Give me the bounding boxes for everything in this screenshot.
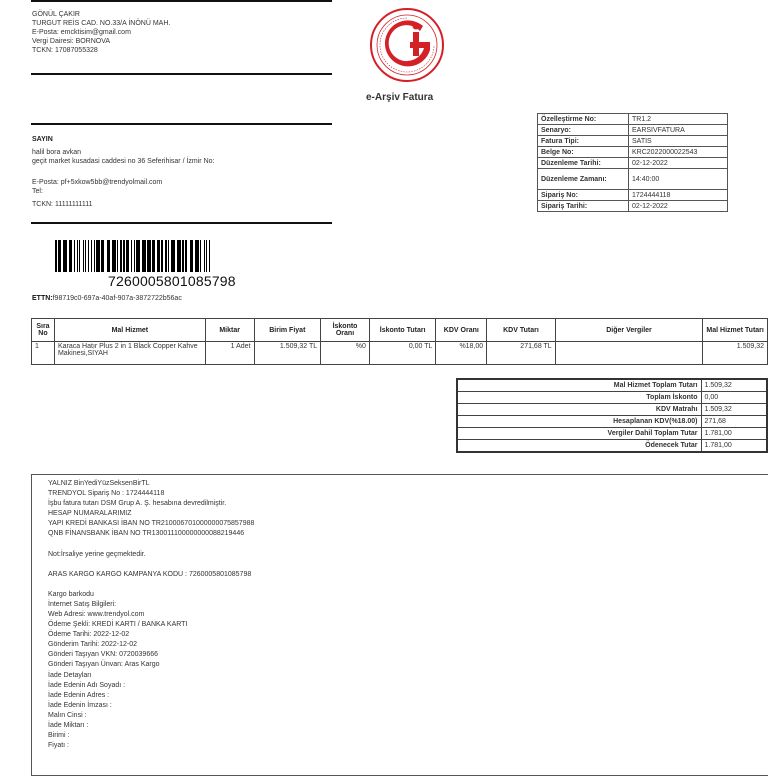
col-header: İskonto Oranı <box>321 319 370 342</box>
total-value: 1.509,32 <box>701 379 767 392</box>
barcode-bar <box>165 240 166 272</box>
note-line: İade Miktarı : <box>48 721 89 729</box>
total-key: Toplam İskonto <box>457 392 701 404</box>
meta-row <box>538 201 728 212</box>
ettn <box>32 295 182 302</box>
barcode-bar <box>157 240 159 272</box>
barcode-bar <box>77 240 78 272</box>
barcode-bar <box>152 240 156 272</box>
barcode-bar <box>69 240 73 272</box>
note-line <box>48 540 254 550</box>
meta-key: Belge No: <box>538 147 629 158</box>
notes-box <box>31 474 768 776</box>
note-line: HESAP NUMARALARIMIZ <box>48 510 132 518</box>
meta-row <box>538 190 728 201</box>
meta-value: 02-12-2022 <box>629 201 728 212</box>
total-key: Ödenecek Tutar <box>457 440 701 453</box>
meta-row <box>538 147 728 158</box>
barcode-bar <box>88 240 89 272</box>
meta-key: Sipariş Tarihi: <box>538 201 629 212</box>
ettn-value: f98719c0-697a-40af-907a-3872722b56ac <box>52 295 182 302</box>
col-header: İskonto Tutarı <box>369 319 436 342</box>
total-key: Mal Hizmet Toplam Tutarı <box>457 379 701 392</box>
items-header-row <box>32 319 768 342</box>
cell-mal-hizmet-tutari: 1.509,32 <box>703 342 768 365</box>
cell-birim-fiyat: 1.509,32 TL <box>254 342 321 365</box>
meta-key: Düzenleme Tarihi: <box>538 158 629 169</box>
note-line: Gönderi Taşıyan VKN: 0720039666 <box>48 651 159 659</box>
note-line: YAPI KREDİ BANKASI İBAN NO TR210006701000000075857988 <box>48 520 255 528</box>
note-line: Ödeme Tarihi: 2022-12-02 <box>48 631 130 639</box>
barcode-bar <box>123 240 125 272</box>
total-value: 1.509,32 <box>701 404 767 416</box>
document-title: e-Arşiv Fatura <box>366 92 434 103</box>
meta-value: 14:40:00 <box>629 169 728 190</box>
col-header: Birim Fiyat <box>254 319 321 342</box>
totals-row <box>457 404 767 416</box>
notes-text <box>48 479 254 751</box>
note-line: İade Edenin Adres : <box>48 691 110 699</box>
barcode-bar <box>74 240 75 272</box>
note-line: Birimi : <box>48 732 70 740</box>
barcode-bar <box>161 240 163 272</box>
barcode-bar <box>83 240 84 272</box>
meta-value: KRC2022000022543 <box>629 147 728 158</box>
barcode-bar <box>195 240 199 272</box>
note-line: YALNIZ BinYediYüzSeksenBirTL <box>48 480 150 487</box>
barcode-bar <box>79 240 80 272</box>
note-line: Kargo barkodu <box>48 590 94 598</box>
meta-key: Düzenleme Zamanı: <box>538 169 629 190</box>
seller-name: GÖNÜL ÇAKIR <box>32 11 80 18</box>
barcode-bar <box>58 240 60 272</box>
col-header: KDV Tutarı <box>487 319 556 342</box>
totals-table <box>456 378 768 453</box>
col-header: Mal Hizmet <box>54 319 205 342</box>
note-line: ARAS KARGO KARGO KAMPANYA KODU : 7260005801085798 <box>48 570 252 578</box>
table-row <box>32 342 768 365</box>
top-rule <box>31 0 332 2</box>
buyer-tel: Tel: <box>32 188 43 195</box>
note-line: Web Adresi: www.trendyol.com <box>48 610 145 618</box>
meta-value: TR1.2 <box>629 114 728 125</box>
seller-rule <box>31 73 332 75</box>
totals-row <box>457 392 767 404</box>
barcode-bar <box>190 240 194 272</box>
note-line: Gönderim Tarihi: 2022-12-02 <box>48 641 137 649</box>
totals-row <box>457 428 767 440</box>
barcode-bar <box>63 240 67 272</box>
col-header: Miktar <box>205 319 254 342</box>
barcode-bar <box>94 240 95 272</box>
total-value: 1.781,00 <box>701 440 767 453</box>
note-line: İade Edenin İmzası : <box>48 701 112 709</box>
barcode-bar <box>134 240 135 272</box>
total-key: Vergiler Dahil Toplam Tutar <box>457 428 701 440</box>
seller-info <box>32 10 332 55</box>
buyer-top-rule <box>31 123 332 125</box>
buyer-bottom-rule <box>31 222 332 224</box>
ettn-label: ETTN: <box>32 295 53 302</box>
note-line: Fiyatı : <box>48 742 70 750</box>
totals-row <box>457 416 767 428</box>
cell-iskonto-orani: %0 <box>321 342 370 365</box>
barcode-bar <box>200 240 201 272</box>
cell-kdv-orani: %18,00 <box>436 342 487 365</box>
note-line: Gönderi Taşıyan Ünvan: Aras Kargo <box>48 661 160 669</box>
barcode-bar <box>101 240 105 272</box>
meta-key: Senaryo: <box>538 125 629 136</box>
note-line <box>48 580 254 590</box>
meta-row <box>538 169 728 190</box>
total-value: 1.781,00 <box>701 428 767 440</box>
buyer-label: SAYIN <box>32 136 53 143</box>
meta-row <box>538 136 728 147</box>
cell-sira: 1 <box>32 342 55 365</box>
buyer-address: geçit market kusadasi caddesi no 36 Seferihisar / İzmir No: <box>32 158 215 165</box>
col-header: Diğer Vergiler <box>555 319 703 342</box>
barcode-bar <box>147 240 151 272</box>
barcode-number: 7260005801085798 <box>108 273 236 289</box>
barcode-bar <box>131 240 132 272</box>
note-line: İnternet Satış Bilgileri: <box>48 600 117 608</box>
note-line: Ödeme Şekli: KREDİ KARTI / BANKA KARTI <box>48 621 188 629</box>
items-table <box>31 318 768 365</box>
note-line: İade Edenin Adı Soyadı : <box>48 681 126 689</box>
note-line: İşbu fatura tutarı DSM Grup A. Ş. hesabına devredilmiştir. <box>48 500 227 508</box>
cell-mal-hizmet: Karaca Hatır Plus 2 in 1 Black Copper Kahve Makinesi,SİYAH <box>54 342 205 365</box>
cell-iskonto-tutari: 0,00 TL <box>369 342 436 365</box>
barcode-bar <box>136 240 140 272</box>
col-header: Sıra No <box>32 319 55 342</box>
barcode-bar <box>85 240 86 272</box>
totals-row <box>457 379 767 392</box>
meta-value: SATIS <box>629 136 728 147</box>
barcode-bar <box>120 240 121 272</box>
buyer-name: halil bora avkan <box>32 149 82 156</box>
buyer-email: E-Posta: pf+5xkow5bb@trendyolmail.com <box>32 179 163 186</box>
invoice-meta-table <box>537 113 728 212</box>
col-header: Mal Hizmet Tutarı <box>703 319 768 342</box>
barcode-bar <box>209 240 210 272</box>
note-line: QNB FİNANSBANK İBAN NO TR130011100000000088219446 <box>48 530 245 538</box>
note-line: Not:İrsaliye yerine geçmektedir. <box>48 550 146 558</box>
barcode-bar <box>126 240 128 272</box>
meta-row <box>538 158 728 169</box>
barcode-bar <box>142 240 146 272</box>
meta-value: 1724444118 <box>629 190 728 201</box>
col-header: KDV Oranı <box>436 319 487 342</box>
seller-tckn: TCKN: 17087055328 <box>32 47 98 54</box>
buyer-info <box>32 135 332 209</box>
total-key: Hesaplanan KDV(%18.00) <box>457 416 701 428</box>
total-key: KDV Matrahı <box>457 404 701 416</box>
note-line: İade Detayları <box>48 671 92 679</box>
seller-address: TURGUT REİS CAD. NO.33/A İNÖNÜ MAH. <box>32 20 171 27</box>
cell-diger-vergiler <box>555 342 703 365</box>
meta-value: 02-12-2022 <box>629 158 728 169</box>
note-line <box>48 560 254 570</box>
barcode-bar <box>204 240 205 272</box>
barcode-bar <box>168 240 169 272</box>
total-value: 0,00 <box>701 392 767 404</box>
meta-row <box>538 114 728 125</box>
meta-key: Sipariş No: <box>538 190 629 201</box>
meta-key: Özelleştirme No: <box>538 114 629 125</box>
cell-kdv-tutari: 271,68 TL <box>487 342 556 365</box>
cell-miktar: 1 Adet <box>205 342 254 365</box>
barcode-bar <box>91 240 92 272</box>
note-line: Malın Cinsi : <box>48 711 87 719</box>
barcode-bar <box>96 240 100 272</box>
note-line: TRENDYOL Sipariş No : 1724444118 <box>48 490 165 498</box>
barcode-bar <box>107 240 111 272</box>
barcode-bar <box>117 240 118 272</box>
total-value: 271,68 <box>701 416 767 428</box>
barcode-bar <box>112 240 116 272</box>
gib-logo-icon <box>368 6 446 84</box>
barcode-bar <box>55 240 57 272</box>
barcode-bar <box>206 240 207 272</box>
meta-key: Fatura Tipi: <box>538 136 629 147</box>
meta-row <box>538 125 728 136</box>
barcode-image <box>55 240 305 272</box>
barcode-bar <box>182 240 184 272</box>
seller-email: E-Posta: emcktisim@gmail.com <box>32 29 131 36</box>
barcode-bar <box>177 240 181 272</box>
buyer-tckn: TCKN: 11111111111 <box>32 201 93 208</box>
barcode-bar <box>171 240 175 272</box>
barcode-bar <box>185 240 187 272</box>
meta-value: EARSIVFATURA <box>629 125 728 136</box>
seller-tax-office: Vergi Dairesi: BORNOVA <box>32 38 111 45</box>
totals-row <box>457 440 767 453</box>
